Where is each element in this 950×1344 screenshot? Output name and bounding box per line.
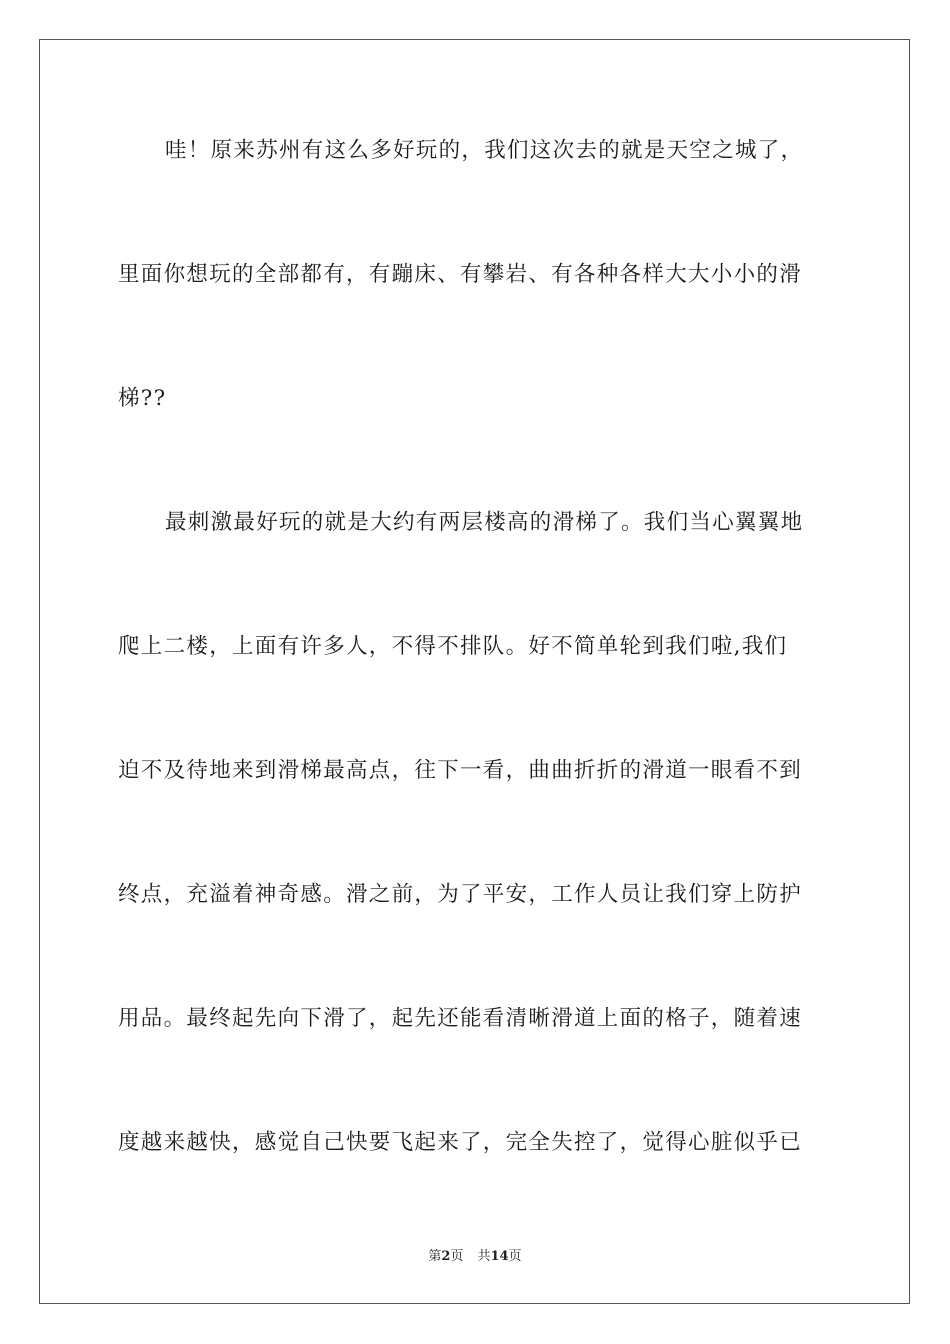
- paragraph-2-line-2: 爬上二楼，上面有许多人，不得不排队。好不简单轮到我们啦,我们: [118, 634, 788, 659]
- page-suffix: 页: [450, 1249, 464, 1264]
- paragraph-2-line-1: 最刺激最好玩的就是大约有两层楼高的滑梯了。我们当心翼翼地: [165, 510, 804, 535]
- page-prefix: 第: [428, 1249, 442, 1264]
- paragraph-1-line-3: 梯??: [118, 386, 167, 411]
- paragraph-2-line-5: 用品。最终起先向下滑了，起先还能看清晰滑道上面的格子，随着速: [118, 1006, 803, 1031]
- page-footer: [0, 1248, 950, 1266]
- page-total: 14: [490, 1249, 509, 1264]
- page-border: [39, 39, 910, 1304]
- total-prefix: 共: [477, 1249, 491, 1264]
- page-current: 2: [441, 1249, 451, 1264]
- paragraph-2-line-3: 迫不及待地来到滑梯最高点，往下一看，曲曲折折的滑道一眼看不到: [118, 758, 803, 783]
- paragraph-2-line-4: 终点，充溢着神奇感。滑之前，为了平安，工作人员让我们穿上防护: [118, 882, 803, 907]
- total-suffix: 页: [508, 1249, 522, 1264]
- paragraph-1-line-2: 里面你想玩的全部都有，有蹦床、有攀岩、有各种各样大大小小的滑: [118, 262, 803, 287]
- paragraph-2-line-6: 度越来越快，感觉自己快要飞起来了，完全失控了，觉得心脏似乎已: [118, 1130, 803, 1155]
- paragraph-1-line-1: 哇！原来苏州有这么多好玩的，我们这次去的就是天空之城了，: [165, 138, 804, 163]
